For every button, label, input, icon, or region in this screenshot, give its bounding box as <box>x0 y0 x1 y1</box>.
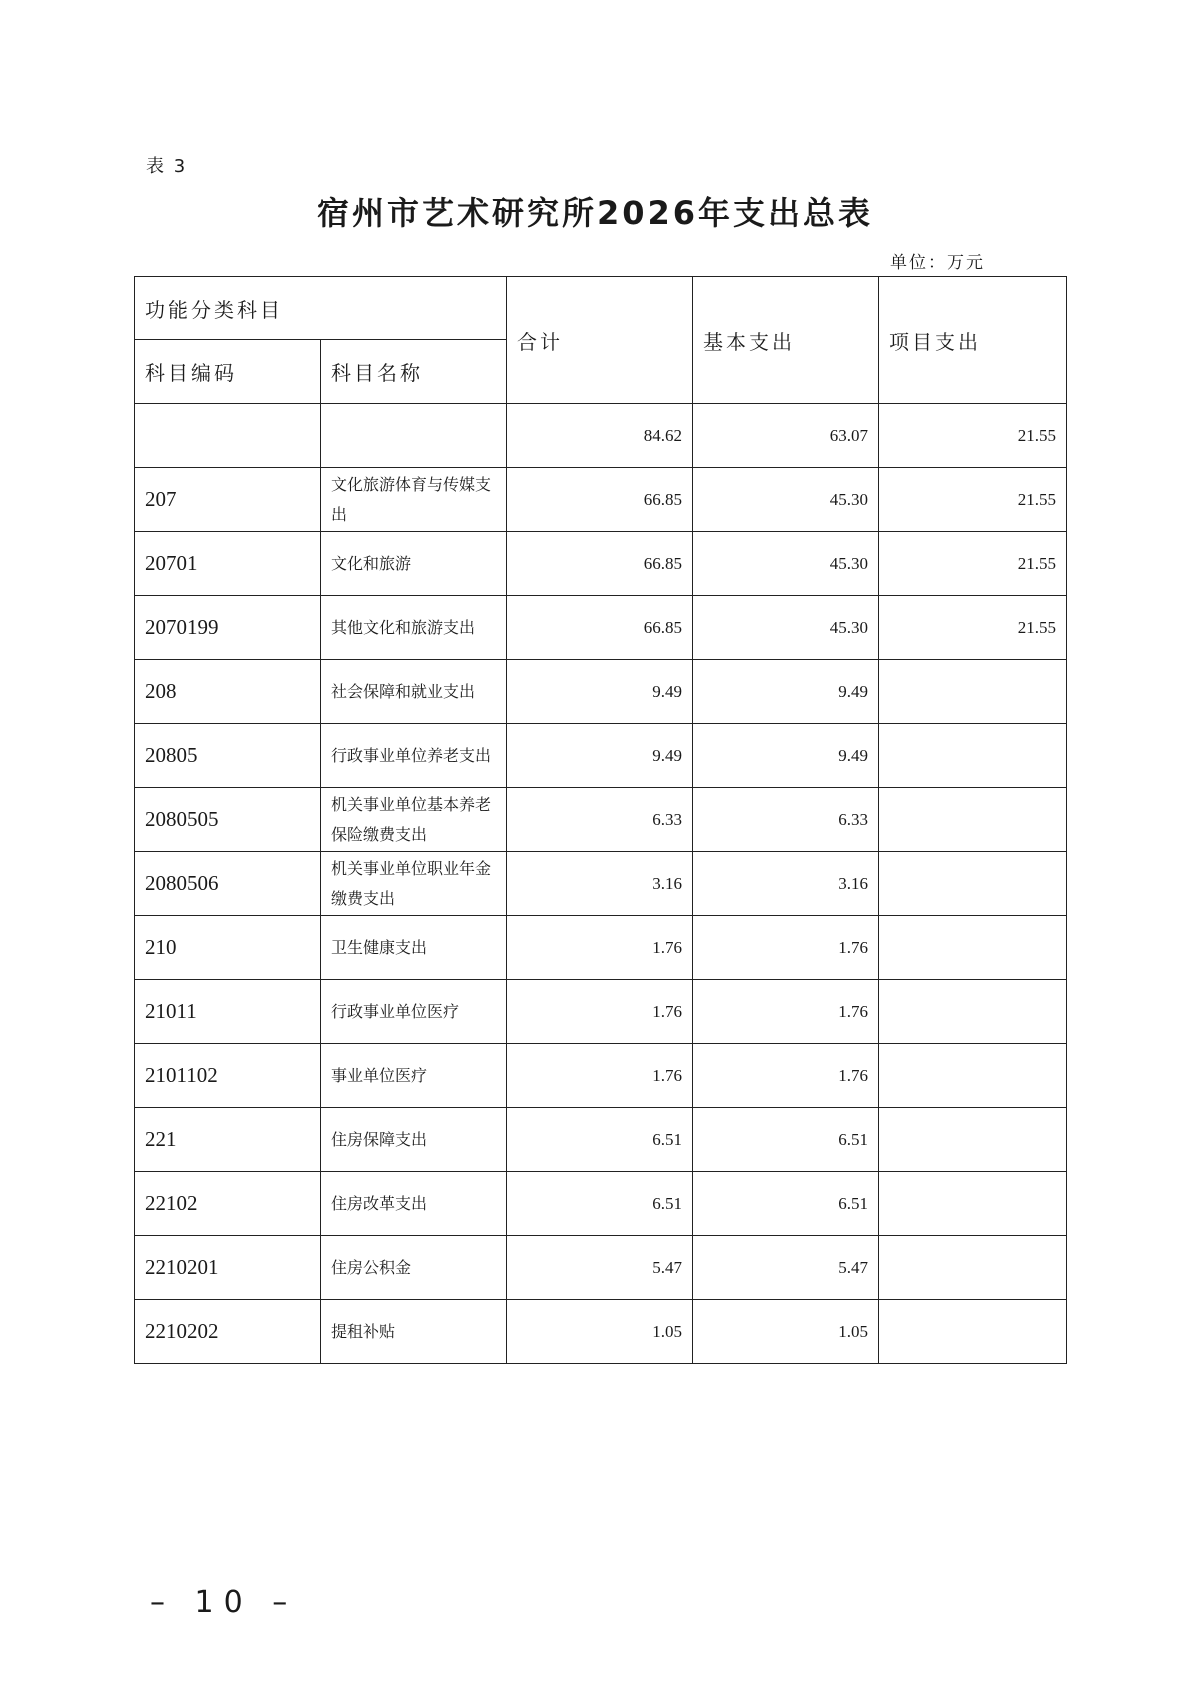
project-expenditure-cell <box>879 1172 1067 1236</box>
basic-expenditure-cell: 45.30 <box>693 596 879 660</box>
header-total: 合计 <box>507 277 693 404</box>
subject-name-cell: 提租补贴 <box>321 1300 507 1364</box>
subject-code-cell: 22102 <box>135 1172 321 1236</box>
subject-name-cell: 事业单位医疗 <box>321 1044 507 1108</box>
subject-code-cell: 208 <box>135 660 321 724</box>
subject-name-cell: 住房改革支出 <box>321 1172 507 1236</box>
subject-name-cell: 卫生健康支出 <box>321 916 507 980</box>
subject-code-cell: 20805 <box>135 724 321 788</box>
subject-name-cell: 行政事业单位医疗 <box>321 980 507 1044</box>
project-expenditure-cell <box>879 788 1067 852</box>
subject-code-cell: 21011 <box>135 980 321 1044</box>
total-cell: 1.76 <box>507 980 693 1044</box>
subject-name-cell: 机关事业单位职业年金缴费支出 <box>321 852 507 916</box>
total-cell: 6.51 <box>507 1172 693 1236</box>
basic-expenditure-cell: 6.51 <box>693 1172 879 1236</box>
table-row <box>135 1300 1067 1364</box>
basic-expenditure-cell: 1.76 <box>693 916 879 980</box>
project-expenditure-cell <box>879 1108 1067 1172</box>
project-expenditure-cell <box>879 724 1067 788</box>
header-basic-expenditure: 基本支出 <box>693 277 879 404</box>
table-row <box>135 724 1067 788</box>
project-expenditure-cell <box>879 916 1067 980</box>
total-cell: 5.47 <box>507 1236 693 1300</box>
basic-expenditure-cell: 9.49 <box>693 724 879 788</box>
subject-code-cell: 2210202 <box>135 1300 321 1364</box>
table-label: 表 3 <box>146 156 188 177</box>
project-expenditure-cell <box>879 852 1067 916</box>
project-expenditure-cell <box>879 980 1067 1044</box>
total-cell: 66.85 <box>507 468 693 532</box>
subject-code-cell: 221 <box>135 1108 321 1172</box>
basic-expenditure-cell: 45.30 <box>693 532 879 596</box>
subject-code-cell: 2210201 <box>135 1236 321 1300</box>
subject-name-cell: 文化旅游体育与传媒支出 <box>321 468 507 532</box>
basic-expenditure-cell: 45.30 <box>693 468 879 532</box>
document-title: 宿州市艺术研究所2026年支出总表 <box>316 194 874 232</box>
table-row <box>135 404 1067 468</box>
header-function-category: 功能分类科目 <box>135 277 507 340</box>
subject-code-cell: 207 <box>135 468 321 532</box>
table-row <box>135 1044 1067 1108</box>
total-cell: 9.49 <box>507 724 693 788</box>
table-row <box>135 1172 1067 1236</box>
project-expenditure-cell <box>879 660 1067 724</box>
total-cell: 1.76 <box>507 1044 693 1108</box>
basic-expenditure-cell: 63.07 <box>693 404 879 468</box>
subject-code-cell: 2070199 <box>135 596 321 660</box>
basic-expenditure-cell: 1.76 <box>693 1044 879 1108</box>
header-subject-name: 科目名称 <box>321 340 507 404</box>
table-body <box>135 404 1067 1364</box>
table-row <box>135 1108 1067 1172</box>
header-project-expenditure: 项目支出 <box>879 277 1067 404</box>
basic-expenditure-cell: 6.33 <box>693 788 879 852</box>
table-row <box>135 852 1067 916</box>
subject-code-cell: 20701 <box>135 532 321 596</box>
basic-expenditure-cell: 6.51 <box>693 1108 879 1172</box>
total-cell: 6.33 <box>507 788 693 852</box>
table-row <box>135 468 1067 532</box>
basic-expenditure-cell: 1.76 <box>693 980 879 1044</box>
project-expenditure-cell: 21.55 <box>879 468 1067 532</box>
total-cell: 6.51 <box>507 1108 693 1172</box>
page-number: – 10 – <box>150 1585 298 1620</box>
project-expenditure-cell: 21.55 <box>879 404 1067 468</box>
table-row <box>135 916 1067 980</box>
subject-name-cell: 住房公积金 <box>321 1236 507 1300</box>
subject-code-cell: 210 <box>135 916 321 980</box>
unit-note: 单位：万元 <box>890 253 985 273</box>
table-row <box>135 660 1067 724</box>
table-row <box>135 1236 1067 1300</box>
header-subject-code: 科目编码 <box>135 340 321 404</box>
table-row <box>135 532 1067 596</box>
project-expenditure-cell <box>879 1236 1067 1300</box>
project-expenditure-cell <box>879 1300 1067 1364</box>
total-cell: 3.16 <box>507 852 693 916</box>
total-cell: 9.49 <box>507 660 693 724</box>
table-row <box>135 788 1067 852</box>
table-row <box>135 980 1067 1044</box>
total-cell: 1.05 <box>507 1300 693 1364</box>
subject-name-cell <box>321 404 507 468</box>
project-expenditure-cell: 21.55 <box>879 532 1067 596</box>
total-cell: 1.76 <box>507 916 693 980</box>
total-cell: 84.62 <box>507 404 693 468</box>
subject-name-cell: 社会保障和就业支出 <box>321 660 507 724</box>
basic-expenditure-cell: 3.16 <box>693 852 879 916</box>
subject-code-cell: 2080505 <box>135 788 321 852</box>
total-cell: 66.85 <box>507 596 693 660</box>
subject-name-cell: 住房保障支出 <box>321 1108 507 1172</box>
subject-code-cell <box>135 404 321 468</box>
subject-name-cell: 文化和旅游 <box>321 532 507 596</box>
subject-name-cell: 行政事业单位养老支出 <box>321 724 507 788</box>
basic-expenditure-cell: 1.05 <box>693 1300 879 1364</box>
basic-expenditure-cell: 9.49 <box>693 660 879 724</box>
project-expenditure-cell <box>879 1044 1067 1108</box>
project-expenditure-cell: 21.55 <box>879 596 1067 660</box>
table-row <box>135 596 1067 660</box>
subject-name-cell: 其他文化和旅游支出 <box>321 596 507 660</box>
subject-code-cell: 2080506 <box>135 852 321 916</box>
expenditure-table <box>134 276 1067 1364</box>
basic-expenditure-cell: 5.47 <box>693 1236 879 1300</box>
total-cell: 66.85 <box>507 532 693 596</box>
subject-code-cell: 2101102 <box>135 1044 321 1108</box>
subject-name-cell: 机关事业单位基本养老保险缴费支出 <box>321 788 507 852</box>
